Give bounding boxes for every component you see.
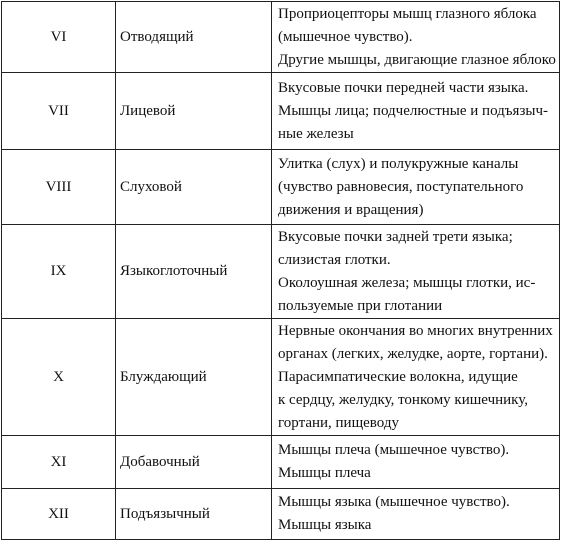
function-line: гортани, пищеводу <box>278 414 399 431</box>
table-row <box>2 2 560 73</box>
function-line: к сердцу, желудку, тонкому кишечнику, <box>278 391 529 408</box>
table-row <box>2 319 560 436</box>
nerve-function <box>272 489 560 540</box>
nerve-function <box>272 150 560 225</box>
function-line: Мышцы языка (мышечное чувство). <box>278 494 510 510</box>
function-line: Мышцы плеча (мышечное чувство). <box>278 442 510 458</box>
function-line: Улитка (слух) и полукружные каналы <box>278 155 519 172</box>
function-line: Мышцы лица; подчелюстные и подъязыч- <box>278 102 548 119</box>
nerve-name: Блуждающий <box>116 319 272 436</box>
nerve-name: Лицевой <box>116 73 272 150</box>
table-row <box>2 150 560 225</box>
cranial-nerves-table <box>1 1 560 540</box>
nerve-number: XII <box>2 489 116 540</box>
nerve-name: Подъязычный <box>116 489 272 540</box>
table-row <box>2 436 560 489</box>
nerve-number: VII <box>2 73 116 150</box>
function-line: Мышцы языка <box>278 517 372 533</box>
nerve-function <box>272 2 560 73</box>
nerve-function <box>272 73 560 150</box>
nerve-name: Отводящий <box>116 2 272 73</box>
table-row <box>2 73 560 150</box>
nerve-name: Слуховой <box>116 150 272 225</box>
function-line: слизистая глотки. <box>278 251 391 268</box>
function-line: пользуемые при глотании <box>278 297 443 314</box>
function-line: Вкусовые почки задней трети языка; <box>278 228 513 245</box>
function-line: Другие мышцы, двигающие глазное яблоко <box>278 51 556 68</box>
function-line: органах (легких, желудке, аорте, гортани). <box>278 345 548 362</box>
nerve-function <box>272 436 560 489</box>
function-line: Мышцы плеча <box>278 465 371 481</box>
table-row <box>2 489 560 540</box>
nerve-name: Добавочный <box>116 436 272 489</box>
function-line: Проприоцепторы мышц глазного яблока <box>278 5 537 22</box>
function-line: Нервные окончания во многих внутренних <box>278 322 553 339</box>
function-line: Околоушная железа; мышцы глотки, ис- <box>278 274 536 291</box>
nerve-number: VI <box>2 2 116 73</box>
nerve-function <box>272 225 560 319</box>
nerve-function <box>272 319 560 436</box>
function-line: движения и вращения) <box>278 201 424 218</box>
nerve-name: Языкоглоточный <box>116 225 272 319</box>
function-line: Парасимпатические волокна, идущие <box>278 368 518 385</box>
function-line: (мышечное чувство). <box>278 28 413 45</box>
nerve-number: XI <box>2 436 116 489</box>
function-line: Вкусовые почки передней части языка. <box>278 79 529 96</box>
function-line: ные железы <box>278 125 354 142</box>
function-line: (чувство равновесия, поступательного <box>278 178 524 195</box>
nerve-number: VIII <box>2 150 116 225</box>
table-row <box>2 225 560 319</box>
nerve-number: X <box>2 319 116 436</box>
nerve-number: IX <box>2 225 116 319</box>
